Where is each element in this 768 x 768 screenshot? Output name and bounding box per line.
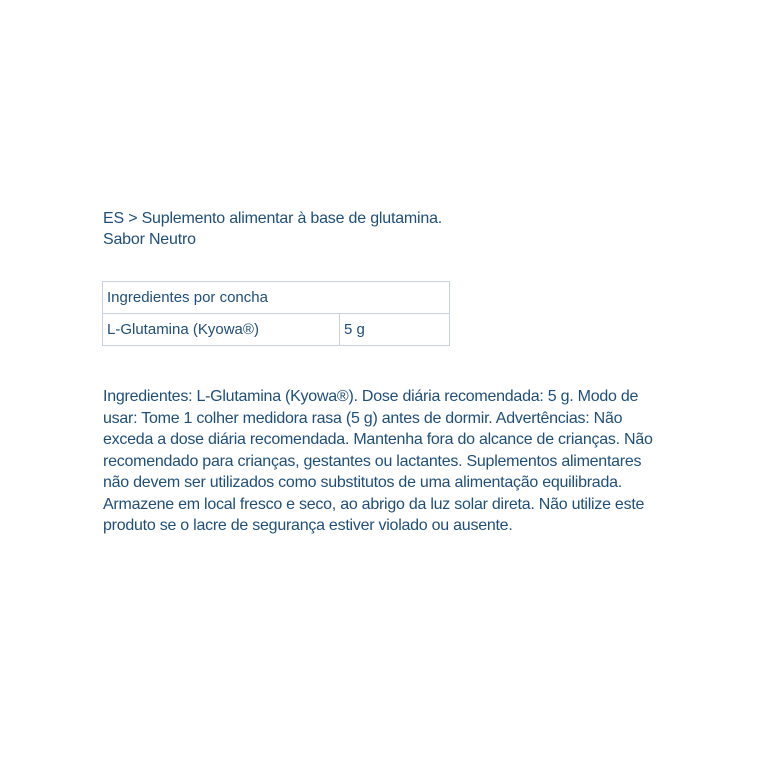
product-title: ES > Suplemento alimentar à base de glutamina. bbox=[103, 210, 443, 227]
product-header bbox=[103, 208, 623, 250]
ingredients-table bbox=[102, 281, 450, 346]
table-header-row bbox=[103, 282, 450, 314]
ingredients-paragraph: Ingredientes: L-Glutamina (Kyowa®). Dose diária recomendada: 5 g. Modo de usar: Tome 1 colher medidora rasa (5 g) antes de dormir. Advertências: Não exceda a dose diária recomendada. Mantenha fora do alcance de crianças. Não recomendado para crianças, gestantes ou lactantes. Suplementos alimentares não devem ser utilizados como substitutos de uma alimentação equilibrada. Armazene em local fresco e seco, ao abrigo da luz solar direta. Não utilize este produto se o lacre de segurança estiver violado ou ausente. bbox=[103, 388, 653, 534]
ingredient-amount: 5 g bbox=[340, 314, 450, 346]
ingredient-name: L-Glutamina (Kyowa®) bbox=[103, 314, 340, 346]
flavor-label: Sabor Neutro bbox=[103, 231, 196, 248]
table-row bbox=[103, 314, 450, 346]
table-heading: Ingredientes por concha bbox=[103, 282, 450, 314]
